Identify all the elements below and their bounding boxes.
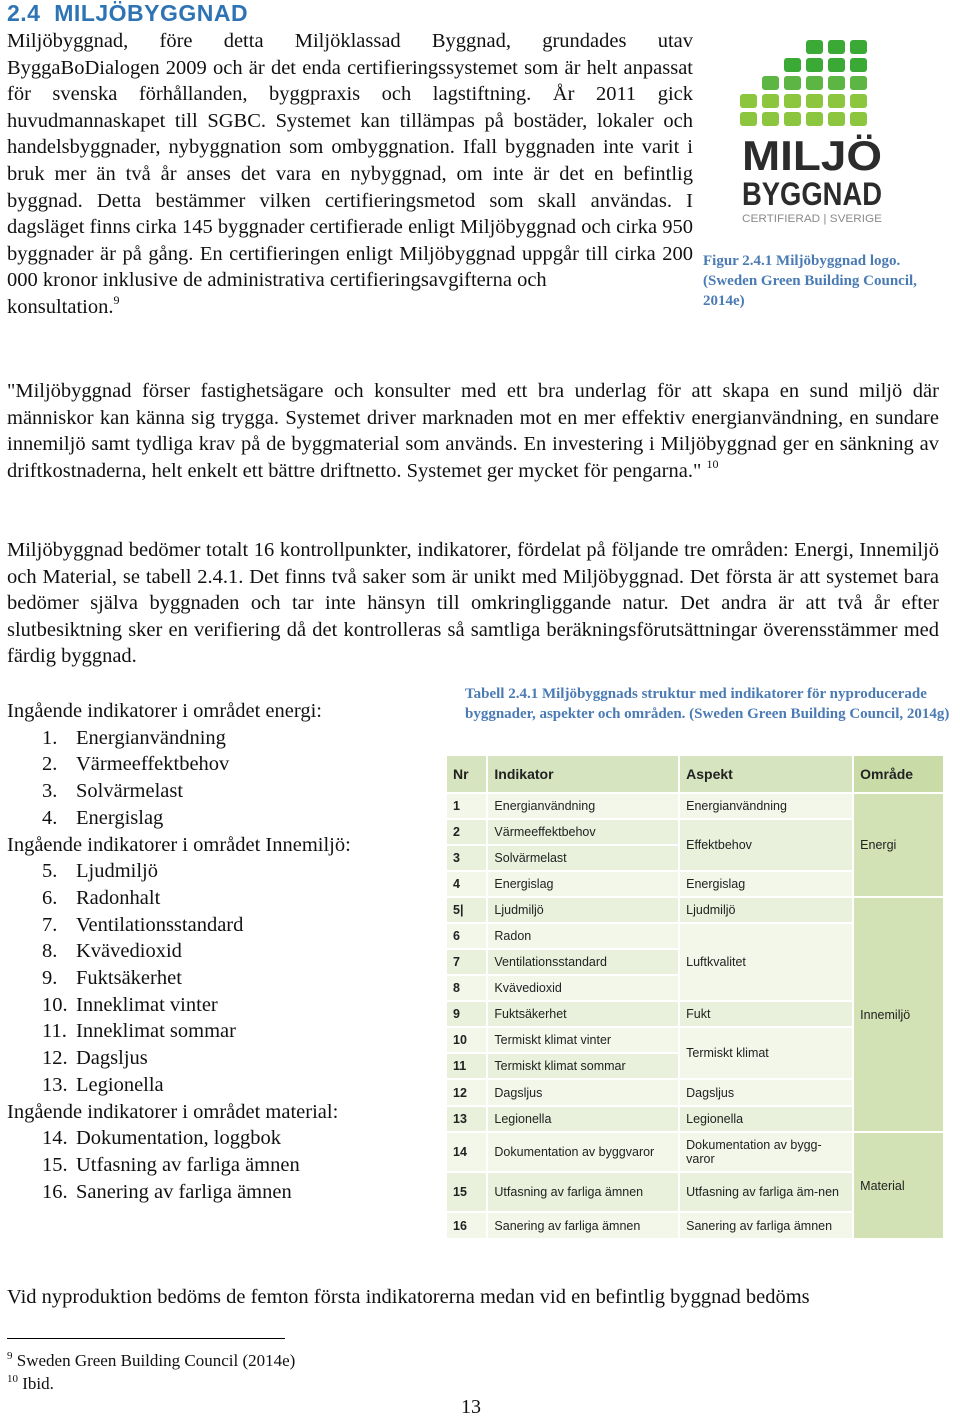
figure-caption: Figur 2.4.1 Miljöbyggnad logo. (Sweden Green Building Council, 2014e): [703, 253, 917, 309]
cell-nr: 9: [446, 1001, 487, 1027]
cell-indikator: Radon: [487, 923, 679, 949]
cell-indikator: Sanering av farliga ämnen: [487, 1212, 679, 1239]
indicators-paragraph: Miljöbyggnad bedömer totalt 16 kontrollpunkter, indikatorer, fördelat på följande tre områden: Energi, Innemiljö och Material, se tabell 2.4.1. Det finns två saker som är unikt med Miljöbyggnad. Det första är att systemet bara bedömer själva byggnaden och tar inte hänsyn till omkringliggande natur. Det andra är att två år efter slutbesiktning sker en verifiering då det kontrolleras så samtliga beräkningsförutsättningar överensstämmer med färdig byggnad.: [7, 539, 939, 668]
cell-aspekt: Energianvändning: [679, 793, 853, 819]
logo-tiles: [740, 40, 867, 126]
cell-nr: 10: [446, 1027, 487, 1053]
indicator-list: [7, 698, 351, 1205]
quote-text: "Miljöbyggnad förser fastighetsägare och konsulter med ett bra underlag för att skapa en sund miljö där människor kan känna sig trygga. Systemet driver marknaden mot en mer effektiv energianvändning, en sundare innemiljö samt tydliga krav på de byggmaterial som används. En investering i Miljöbyggnad ger en sänkning av driftkostnaderna, helt enkelt ett bättre driftnetto. Systemet ger mycket för pengarna.": [7, 380, 939, 482]
footnote-10: [7, 1373, 54, 1395]
list-item: 9. Fuktsäkerhet: [42, 967, 182, 990]
cell-nr: 15: [446, 1172, 487, 1212]
cell-nr: 7: [446, 949, 487, 975]
cell-omrade: Energi: [853, 793, 944, 897]
intro-text: Miljöbyggnad, före detta Miljöklassad Byggnad, grundades utav ByggaBoDialogen 2009 och är det enda certifieringssystemet som är helt anpassat för svenska förhållanden, byggpraxis och lagstiftning. År 2011 gick huvudmannaskapet till SGBC. Systemet kan tillämpas på bostäder, lokaler och handelsbyggnader, nybyggnation som ombyggnation. Ifall byggnaden inte varit i bruk mer än två år anses det vara en nybyggnad, om inte är det en befintlig byggnad. Detta bestämmer vilken certifieringsmetod som skall användas. I dagsläget finns cirka 145 byggnader certifierade enligt Miljöbyggnad och cirka 950 byggnader är på gång. En certifieringen enligt Miljöbyggnad uppgår till cirka 200 000 kronor inklusive de administrativa certifieringsavgifterna och: [7, 30, 693, 292]
list-item: 16. Sanering av farliga ämnen: [42, 1180, 292, 1203]
footnote-number: 10: [7, 1373, 18, 1385]
cell-nr: 5|: [446, 897, 487, 923]
cell-aspekt: Luftkvalitet: [679, 923, 853, 1001]
list-item: 5. Ljudmiljö: [42, 860, 158, 883]
cell-nr: 16: [446, 1212, 487, 1239]
list-item: 4. Energislag: [42, 806, 164, 829]
intro-last-line: [7, 294, 693, 321]
footnote-divider: [7, 1338, 285, 1339]
logo-word-byggnad: BYGGNAD: [742, 176, 882, 212]
list-item: 15. Utfasning av farliga ämnen: [42, 1153, 300, 1176]
list-item: 10. Inneklimat vinter: [42, 993, 218, 1016]
table-caption: Tabell 2.4.1 Miljöbyggnads struktur med indikatorer för nyproducerade byggnader, aspekter och områden. (Sweden Green Building Council, 2014g): [465, 686, 950, 722]
intro-last-word: konsultation.: [7, 295, 114, 318]
list-item: 13. Legionella: [42, 1073, 164, 1096]
cell-nr: 12: [446, 1079, 487, 1106]
section-number: 2.4: [7, 0, 41, 26]
cell-aspekt: Termiskt klimat: [679, 1027, 853, 1079]
cell-nr: 14: [446, 1132, 487, 1172]
cell-nr: 2: [446, 819, 487, 845]
indicator-group-heading: Ingående indikatorer i området material:: [7, 1100, 339, 1123]
cell-aspekt: Dokumentation av bygg-varor: [679, 1132, 853, 1172]
footnote-text: Ibid.: [22, 1374, 54, 1393]
cell-indikator: Utfasning av farliga ämnen: [487, 1172, 679, 1212]
cell-aspekt: Effektbehov: [679, 819, 853, 871]
cell-indikator: Solvärmelast: [487, 845, 679, 871]
cell-indikator: Termiskt klimat vinter: [487, 1027, 679, 1053]
footnote-number: 9: [7, 1350, 13, 1362]
header-omrade: Område: [853, 755, 944, 793]
cell-nr: 13: [446, 1106, 487, 1132]
footnote-ref-10[interactable]: 10: [706, 456, 719, 471]
indicator-group-heading: Ingående indikatorer i området energi:: [7, 700, 322, 722]
list-item: 14. Dokumentation, loggbok: [42, 1127, 281, 1150]
logo-tagline: CERTIFIERAD | SVERIGE: [742, 213, 882, 225]
cell-indikator: Energianvändning: [487, 793, 679, 819]
table-header-row: [446, 755, 944, 793]
list-item: 2. Värmeeffektbehov: [42, 753, 230, 776]
cell-indikator: Energislag: [487, 871, 679, 897]
cell-aspekt: Sanering av farliga ämnen: [679, 1212, 853, 1239]
cell-aspekt: Energislag: [679, 871, 853, 897]
intro-paragraph: [7, 28, 693, 321]
table-row: [446, 793, 944, 819]
cell-indikator: Fuktsäkerhet: [487, 1001, 679, 1027]
cell-aspekt: Dagsljus: [679, 1079, 853, 1106]
logo-graphic: [740, 38, 885, 228]
header-nr: Nr: [446, 755, 487, 793]
cell-aspekt: Legionella: [679, 1106, 853, 1132]
quote-paragraph: [7, 378, 939, 484]
cell-indikator: Dokumentation av byggvaror: [487, 1132, 679, 1172]
list-item: 7. Ventilationsstandard: [42, 913, 244, 936]
cell-nr: 11: [446, 1053, 487, 1079]
page-number: 13: [461, 1396, 481, 1418]
cell-aspekt: Ljudmiljö: [679, 897, 853, 923]
cell-indikator: Termiskt klimat sommar: [487, 1053, 679, 1079]
cell-nr: 8: [446, 975, 487, 1001]
indicator-group-heading: Ingående indikatorer i området Innemiljö:: [7, 833, 351, 856]
miljobyggnad-logo: [740, 38, 885, 228]
list-item: 3. Solvärmelast: [42, 780, 184, 803]
table-row: [446, 1132, 944, 1172]
cell-aspekt: Utfasning av farliga äm-nen: [679, 1172, 853, 1212]
cell-nr: 6: [446, 923, 487, 949]
table-row: [446, 897, 944, 923]
cell-indikator: Legionella: [487, 1106, 679, 1132]
cell-indikator: Dagsljus: [487, 1079, 679, 1106]
cell-aspekt: Fukt: [679, 1001, 853, 1027]
section-heading: [7, 0, 248, 27]
cell-indikator: Ventilationsstandard: [487, 949, 679, 975]
cell-indikator: Kvävedioxid: [487, 975, 679, 1001]
cell-nr: 1: [446, 793, 487, 819]
list-item: 11. Inneklimat sommar: [42, 1020, 236, 1043]
cell-nr: 3: [446, 845, 487, 871]
list-item: 6. Radonhalt: [42, 886, 161, 909]
cell-indikator: Ljudmiljö: [487, 897, 679, 923]
cell-nr: 4: [446, 871, 487, 897]
logo-word-miljo: MILJÖ: [742, 132, 882, 179]
closing-line: Vid nyproduktion bedöms de femton första indikatorerna medan vid en befintlig byggnad bedöms: [7, 1286, 810, 1308]
footnote-text: Sweden Green Building Council (2014e): [16, 1351, 296, 1370]
header-indikator: Indikator: [487, 755, 679, 793]
cell-omrade: Material: [853, 1132, 944, 1239]
list-item: 1. Energianvändning: [42, 726, 226, 749]
section-title: MILJÖBYGGNAD: [54, 0, 249, 26]
cell-indikator: Värmeeffektbehov: [487, 819, 679, 845]
structure-table: [445, 754, 945, 1240]
header-aspekt: Aspekt: [679, 755, 853, 793]
footnote-ref-9[interactable]: 9: [113, 292, 120, 307]
list-item: 12. Dagsljus: [42, 1047, 148, 1070]
list-item: 8. Kvävedioxid: [42, 940, 182, 963]
cell-omrade: Innemiljö: [853, 897, 944, 1132]
footnote-9: [7, 1350, 295, 1372]
